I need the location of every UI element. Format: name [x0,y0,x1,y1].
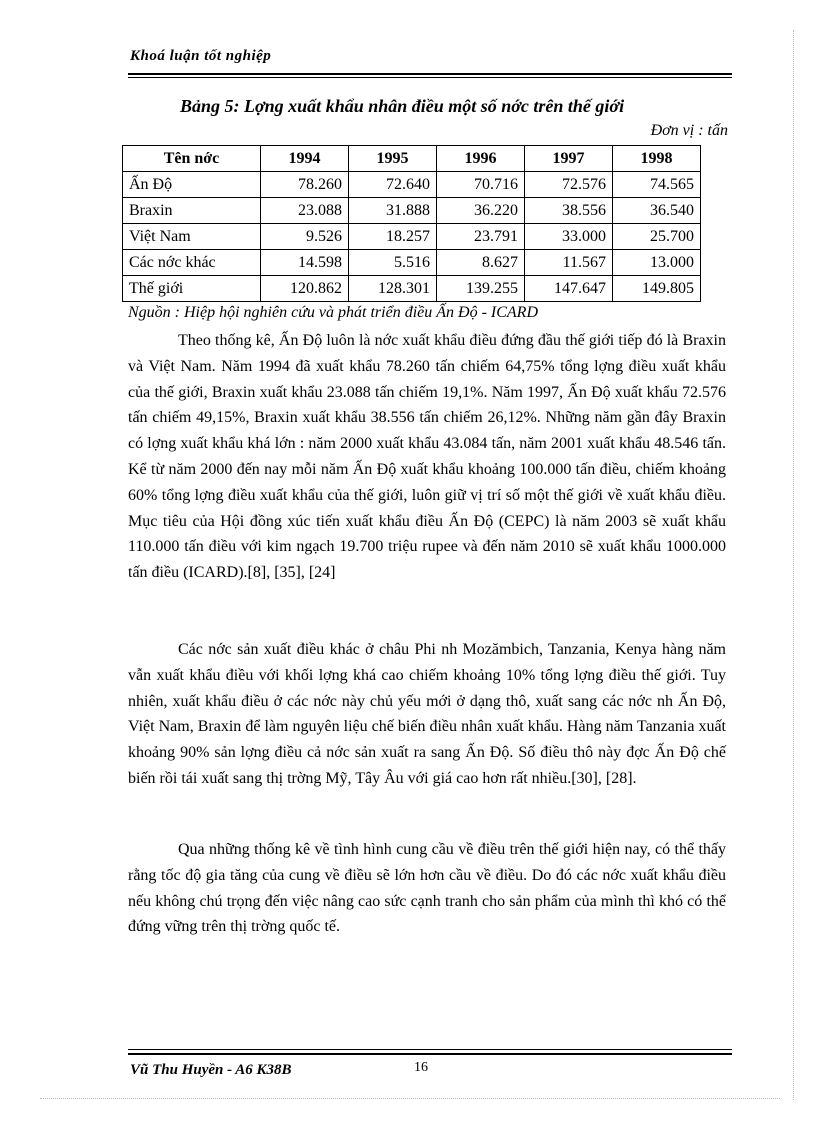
value-cell: 25.700 [613,224,701,250]
value-cell: 23.088 [261,198,349,224]
value-cell: 36.220 [437,198,525,224]
value-cell: 149.805 [613,276,701,302]
paragraph: Qua những thống kê về tình hình cung cầu về điều trên thế giới hiện nay, có thể thấy rằng tốc độ gia tăng của cung về điều sẽ lớn hơn cầu về điều. Do đó các nớc xuất khẩu điều nếu không chú trọng đến việc nâng cao sức cạnh tranh cho sản phẩm của mình thì khó có thể đứng vững trên thị trờng quốc tế. [128,841,726,936]
table-row [123,172,701,198]
value-cell: 5.516 [349,250,437,276]
value-cell: 70.716 [437,172,525,198]
value-cell: 13.000 [613,250,701,276]
header-rule-thick [128,73,732,75]
header-cell: 1996 [437,146,525,172]
header-cell: 1998 [613,146,701,172]
footer-rule-thin [128,1049,732,1050]
page-number: 16 [414,1060,428,1075]
country-cell: Việt Nam [123,224,261,250]
value-cell: 8.627 [437,250,525,276]
table-row [123,198,701,224]
header-cell: 1995 [349,146,437,172]
country-cell: Braxin [123,198,261,224]
table-row [123,276,701,302]
country-cell: Thế giới [123,276,261,302]
value-cell: 72.576 [525,172,613,198]
page-border-right [793,30,794,1100]
value-cell: 128.301 [349,276,437,302]
value-cell: 36.540 [613,198,701,224]
value-cell: 72.640 [349,172,437,198]
running-header: Khoá luận tốt nghiệp [130,48,272,64]
value-cell: 14.598 [261,250,349,276]
value-cell: 78.260 [261,172,349,198]
country-cell: Ấn Độ [123,172,261,198]
value-cell: 38.556 [525,198,613,224]
table-unit: Đơn vị : tấn [650,122,728,139]
value-cell: 33.000 [525,224,613,250]
header-cell: 1997 [525,146,613,172]
header-cell: 1994 [261,146,349,172]
value-cell: 120.862 [261,276,349,302]
value-cell: 11.567 [525,250,613,276]
table-title: Bảng 5: Lợng xuất khẩu nhân điều một số nớc trên thế giới [180,96,625,116]
page-border-bottom [40,1098,780,1099]
table-header-row [123,146,701,172]
paragraph: Theo thống kê, Ấn Độ luôn là nớc xuất khẩu điều đứng đầu thế giới tiếp đó là Braxin và Việt Nam. Năm 1994 đã xuất khẩu 78.260 tấn chiếm 64,75% tổng lợng điều xuất khẩu của thế giới, Braxin xuất khẩu 23.088 tấn chiếm 19,1%. Năm 1997, Ấn Độ xuất khẩu 72.576 tấn chiếm 49,15%, Braxin xuất khẩu 38.556 tấn chiếm 26,12%. Những năm gần đây Braxin có lợng xuất khẩu khá lớn : năm 2000 xuất khẩu 43.084 tấn, năm 2001 xuất khẩu 48.546 tấn. Kể từ năm 2000 đến nay mỗi năm Ấn Độ xuất khẩu khoảng 100.000 tấn điều, chiếm khoảng 60% tổng lợng điều xuất khẩu của thế giới, luôn giữ vị trí số một thế giới về xuất khẩu điều. Mục tiêu của Hội đồng xúc tiến xuất khẩu điều Ấn Độ (CEPC) là năm 2003 sẽ xuất khẩu 110.000 tấn điều với kim ngạch 19.700 triệu rupee và đến năm 2010 sẽ xuất khẩu 1000.000 tấn điều (ICARD).[8], [35], [24] [128,332,726,582]
value-cell: 147.647 [525,276,613,302]
export-table [122,145,701,302]
footer-rule-thick [128,1053,732,1055]
header-rule-thin [128,77,732,78]
table-row [123,224,701,250]
value-cell: 74.565 [613,172,701,198]
value-cell: 23.791 [437,224,525,250]
paragraph: Các nớc sản xuất điều khác ở châu Phi nh Mozămbich, Tanzania, Kenya hàng năm vẫn xuất khẩu điều với khối lợng khá cao chiếm khoảng 10% tổng lợng điều thế giới. Tuy nhiên, xuất khẩu điều ở các nớc này chủ yếu mới ở dạng thô, xuất sang các nớc nh Ấn Độ, Việt Nam, Braxin để làm nguyên liệu chế biến điều nhân xuất khẩu. Hàng năm Tanzania xuất khoảng 90% sản lợng điều cả nớc sản xuất ra sang Ấn Độ. Số điều thô này đợc Ấn Độ chế biến rồi tái xuất sang thị trờng Mỹ, Tây Âu với giá cao hơn rất nhiều.[30], [28]. [128,641,726,787]
value-cell: 31.888 [349,198,437,224]
value-cell: 18.257 [349,224,437,250]
table-source: Nguồn : Hiệp hội nghiên cứu và phát triển điều Ấn Độ - ICARD [128,304,538,321]
country-cell: Các nớc khác [123,250,261,276]
value-cell: 9.526 [261,224,349,250]
value-cell: 139.255 [437,276,525,302]
header-cell: Tên nớc [123,146,261,172]
table-row [123,250,701,276]
footer-author: Vũ Thu Huyền - A6 K38B [130,1062,292,1078]
